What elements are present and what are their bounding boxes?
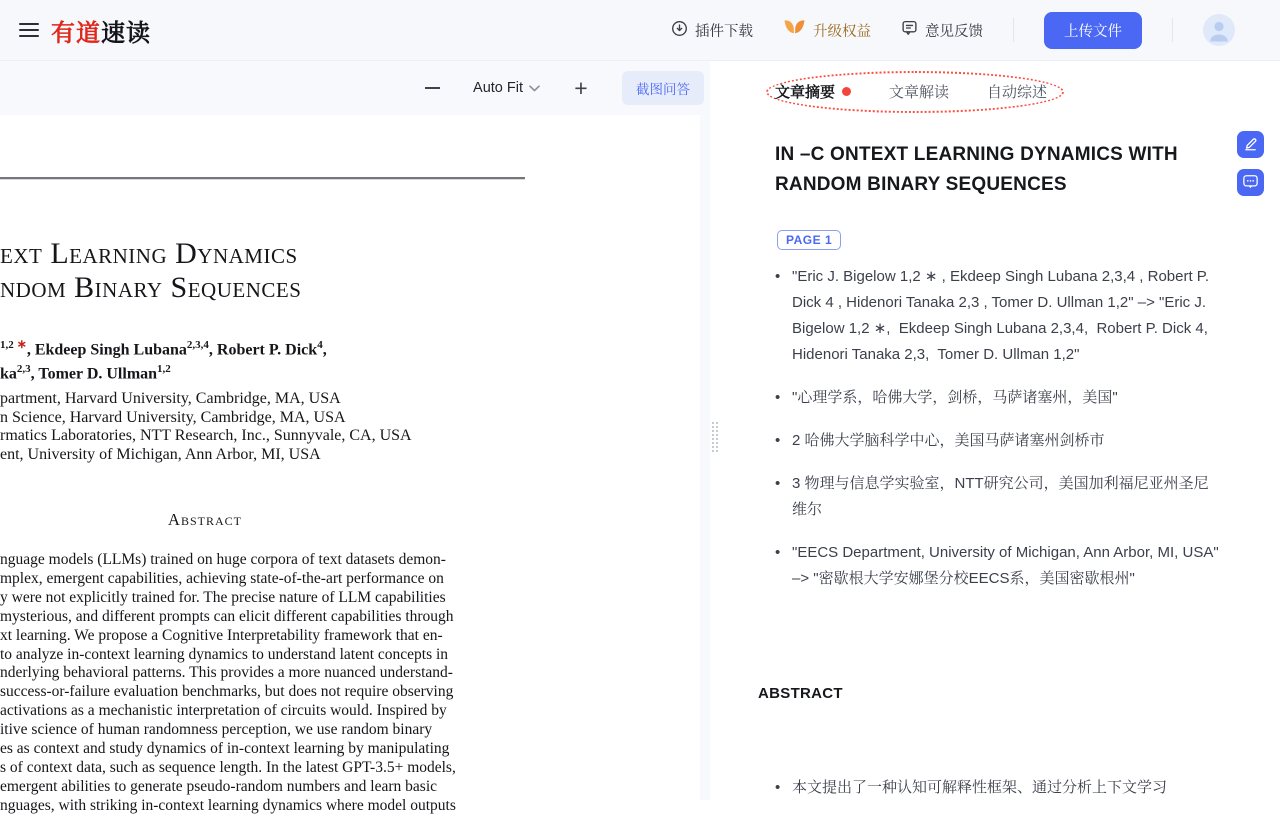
drag-handle-icon[interactable]	[711, 421, 719, 453]
summary-title: IN –C ONTEXT LEARNING DYNAMICS WITH RANDOM BINARY SEQUENCES	[775, 144, 1178, 195]
menu-icon[interactable]	[19, 23, 39, 37]
header-divider	[1013, 18, 1014, 42]
nav-upgrade-label: 升级权益	[813, 23, 871, 40]
screenshot-qa-button[interactable]: 截图问答	[622, 71, 704, 105]
header-divider	[1172, 18, 1173, 42]
upload-file-button[interactable]: 上传文件	[1044, 12, 1142, 49]
nav-feedback-label: 意见反馈	[925, 23, 983, 40]
pdf-affiliations: partment, Harvard University, Cambridge, MA, USA n Science, Harvard University, Cambridge, MA, USA rmatics Laboratories, NTT Research, Inc., Sunnyvale, CA, USA ent, University of Michigan, Ann Arbor, MI, USA	[0, 390, 412, 463]
person-icon	[1203, 33, 1235, 50]
summary-panel	[720, 61, 1280, 800]
pdf-panel	[0, 61, 710, 814]
summary-bullet: • "心理学系，哈佛大学，剑桥，马萨诸塞州，美国"	[775, 385, 1223, 411]
pdf-authors-line1: $^{1,2}$ ∗, Ekdeep Singh Lubana$^{2,3,4}$, Robert P. Dick$^4$,	[0, 337, 327, 359]
pdf-abstract-body: nguage models (LLMs) trained on huge corpora of text datasets demon- mplex, emergent capabilities, achieving state-of-the-art performance on y were not explicitly trained for. The precise nature of LLM capabilities mysterious, and different prompts can elicit different capabilities through xt learning. We propose a Cognitive Interpretability framework that en- to analyze in-context learning dynamics to understand latent concepts in nderlying behavioral patterns. This provides a more nuanced understand- success-or-failure evaluation benchmarks, but does not require observing activations as a mechanistic interpretation of circuits would. Inspired by itive science of human randomness perception, we use random binary es as context and study dynamics of in-context learning by manipulating s of context data, such as sequence length. In the latest GPT-3.5+ models, emergent abilities to generate pseudo-random numbers and learn basic nguages, with striking in-context learning dynamics where model outputs	[0, 551, 456, 814]
fit-mode-label: Auto Fit	[473, 80, 523, 96]
pdf-document-view[interactable]	[0, 115, 700, 814]
footnote-star: ∗	[13, 337, 27, 351]
summary-bullet: • "EECS Department, University of Michigan, Ann Arbor, MI, USA" –> "密歇根大学安娜堡分校EECS系，美国密歇根州"	[775, 540, 1223, 592]
chat-button[interactable]	[1237, 169, 1264, 196]
butterfly-icon	[783, 19, 806, 42]
minus-icon	[425, 87, 440, 89]
pencil-icon	[1242, 135, 1259, 155]
pdf-paper-title: ext Learning Dynamics ndom Binary Sequences	[0, 237, 302, 304]
annotate-button[interactable]	[1237, 131, 1264, 158]
summary-bullet: • 3 物理与信息学实验室，NTT研究公司，美国加利福尼亚州圣尼维尔	[775, 471, 1223, 523]
summary-bullet-list	[758, 264, 1223, 818]
plus-icon: +	[574, 74, 588, 101]
summary-bullet: • 本文提出了一种认知可解释性框架、通过分析上下文学习	[775, 775, 1223, 801]
tab-article-summary[interactable]	[775, 81, 851, 102]
zoom-in-button[interactable]	[570, 74, 592, 101]
summary-tabs	[775, 81, 1047, 102]
tab-article-summary-label: 文章摘要	[775, 84, 836, 101]
panel-resize-divider[interactable]	[710, 61, 720, 800]
user-avatar[interactable]	[1203, 14, 1235, 46]
download-icon	[671, 20, 688, 41]
feedback-icon	[901, 19, 918, 41]
summary-abstract-heading-wrap	[758, 609, 1223, 775]
summary-abstract-heading: ABSTRACT	[758, 685, 843, 702]
logo-brand-red: 有道	[51, 19, 101, 47]
pdf-title-rule	[0, 177, 525, 179]
fit-mode-select[interactable]	[473, 80, 540, 96]
nav-plugin-download-label: 插件下载	[695, 23, 753, 40]
tab-auto-review-label: 自动综述	[987, 84, 1048, 101]
pdf-authors	[0, 335, 327, 384]
summary-bullet: • 2 哈佛大学脑科学中心，美国马萨诸塞州剑桥市	[775, 428, 1223, 454]
chat-bubble-icon	[1242, 173, 1259, 193]
zoom-out-button[interactable]	[421, 77, 443, 99]
header-actions	[671, 12, 1280, 49]
nav-feedback[interactable]	[901, 19, 983, 41]
logo-brand-black: 速读	[101, 19, 151, 47]
floating-actions	[1237, 131, 1264, 196]
tab-auto-review[interactable]	[987, 81, 1047, 102]
pdf-toolbar	[0, 61, 710, 115]
app-logo	[51, 13, 151, 48]
summary-bullet: • "Eric J. Bigelow 1,2 ∗ , Ekdeep Singh Lubana 2,3,4 , Robert P. Dick 4 , Hidenori Tanaka 2,3 , Tomer D. Ullman 1,2" –> "Eric J. Bigelow 1,2 ∗, Ekdeep Singh Lubana 2,3,4, Robert P. Dick 4, Hidenori Tanaka 2,3, Tomer D. Ullman 1,2"	[775, 264, 1223, 368]
app-header	[0, 0, 1280, 61]
nav-plugin-download[interactable]	[671, 20, 753, 41]
chevron-down-icon	[529, 80, 540, 96]
red-dot-indicator	[842, 87, 851, 96]
tab-article-interpretation-label: 文章解读	[889, 84, 950, 101]
pdf-abstract-heading: Abstract	[168, 510, 242, 529]
pdf-authors-line2: ka$^{2,3}$, Tomer D. Ullman$^{1,2}$	[0, 362, 171, 383]
nav-upgrade[interactable]	[783, 19, 871, 42]
page-badge[interactable]: PAGE 1	[777, 230, 841, 250]
tab-article-interpretation[interactable]	[889, 81, 949, 102]
